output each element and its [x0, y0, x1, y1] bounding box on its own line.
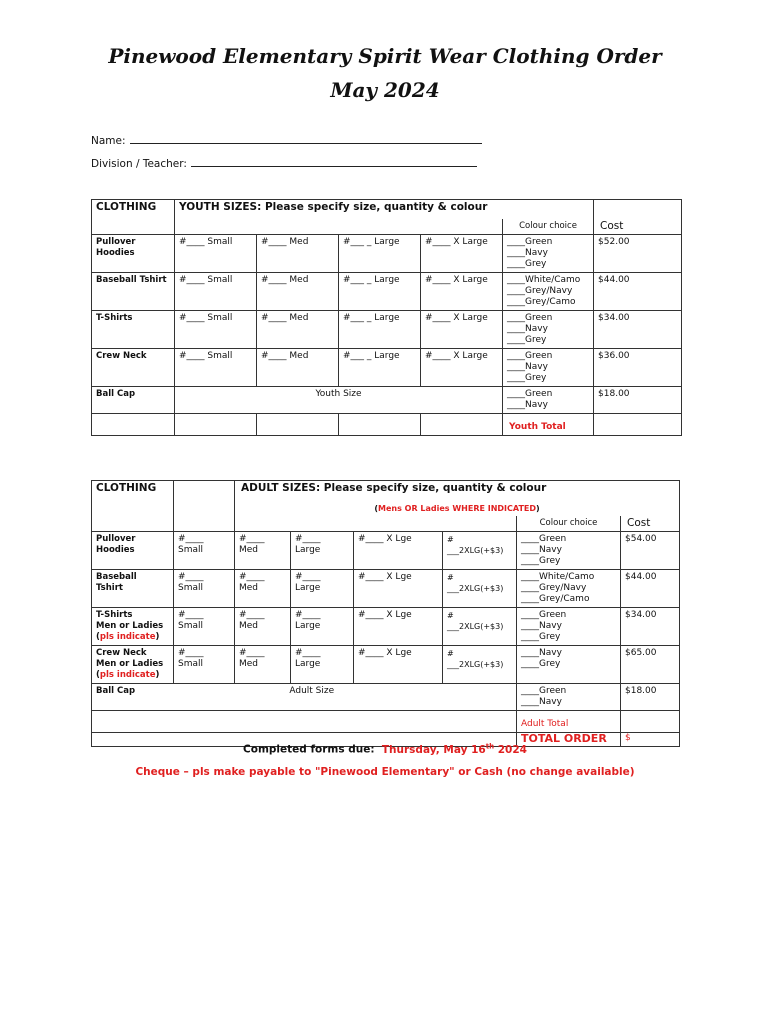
qty-blank: #____ [239, 647, 265, 658]
blank-cell [339, 413, 421, 435]
youth-price: $36.00 [594, 348, 682, 386]
adult-row-baseball [92, 569, 680, 607]
adult-qty-2xl[interactable] [443, 569, 517, 607]
adult-colour-options[interactable] [517, 607, 621, 645]
qty-blank: # [447, 648, 454, 658]
blank-cell [175, 413, 257, 435]
youth-qty-xlarge[interactable]: #____ X Large [421, 348, 503, 386]
youth-clothing-header: CLOTHING [92, 200, 175, 219]
item-line: Men or Ladies [96, 658, 164, 669]
blank-cell [92, 710, 517, 732]
adult-price: $54.00 [621, 531, 680, 569]
size-label: Med [239, 544, 259, 555]
item-line: Men or Ladies [96, 620, 164, 631]
adult-qty-2xl[interactable] [443, 607, 517, 645]
youth-qty-xlarge[interactable]: #____ X Large [421, 234, 503, 272]
youth-item-label: Pullover Hoodies [92, 234, 175, 272]
adult-item-label [92, 569, 174, 607]
youth-item-label: Baseball Tshirt [92, 272, 175, 310]
adult-qty-xlarge[interactable]: #____ X Lge [354, 645, 443, 683]
adult-qty-med[interactable] [235, 531, 291, 569]
size-label: Large [295, 582, 321, 593]
youth-order-table [91, 199, 682, 436]
due-date-line [0, 742, 770, 756]
youth-qty-med[interactable]: #____ Med [257, 272, 339, 310]
colour-option[interactable]: ____Green [521, 685, 567, 696]
blank-cell [257, 413, 339, 435]
colour-option[interactable]: ____Grey [521, 658, 561, 669]
adult-qty-small[interactable] [174, 607, 235, 645]
adult-price: $65.00 [621, 645, 680, 683]
size-label: Large [295, 658, 321, 669]
adult-qty-med[interactable] [235, 645, 291, 683]
youth-colour-choice-header: Colour choice [503, 219, 594, 235]
youth-sizes-heading [175, 200, 503, 219]
qty-blank: # [447, 534, 454, 544]
blank-cell [174, 501, 235, 516]
item-line: Baseball [96, 571, 137, 582]
colour-option[interactable]: ____Grey [507, 258, 547, 269]
item-line: Hoodies [96, 544, 135, 555]
colour-option[interactable]: ____Navy [521, 647, 562, 658]
colour-option[interactable]: ____Navy [507, 247, 548, 258]
qty-blank: #____ [178, 647, 204, 658]
adult-qty-xlarge[interactable]: #____ X Lge [354, 569, 443, 607]
size-label: ___2XLG(+$3) [447, 621, 504, 631]
colour-option[interactable]: ____Green [507, 350, 553, 361]
name-field[interactable] [91, 133, 482, 147]
adult-item-label: Ball Cap [92, 683, 174, 710]
item-line: Tshirt [96, 582, 123, 593]
youth-colour-options[interactable] [503, 234, 594, 272]
youth-qty-med[interactable]: #____ Med [257, 310, 339, 348]
item-line: Pullover [96, 533, 136, 544]
youth-price: $18.00 [594, 386, 682, 413]
adult-price: $44.00 [621, 569, 680, 607]
adult-qty-small[interactable] [174, 569, 235, 607]
note-paren: ( [374, 503, 379, 513]
size-label: Small [178, 620, 203, 631]
adult-row-hoodies [92, 531, 680, 569]
qty-blank: #____ [295, 609, 321, 620]
youth-qty-small[interactable]: #____ Small [175, 310, 257, 348]
indicate-note: (pls indicate) [96, 631, 160, 642]
adult-clothing-header: CLOTHING [92, 481, 174, 501]
size-label: Med [239, 582, 259, 593]
youth-clothing-sub [92, 219, 175, 235]
blank-cell [92, 501, 174, 516]
colour-option[interactable]: ____Navy [521, 696, 562, 707]
youth-total-label: Youth Total [503, 413, 594, 435]
note-paren: ) [536, 503, 540, 513]
due-date-suffix: th [485, 742, 495, 750]
size-label: Small [178, 658, 203, 669]
name-line[interactable] [130, 133, 482, 144]
colour-option[interactable]: ____Green [521, 533, 567, 544]
adult-item-label [92, 607, 174, 645]
youth-qty-med[interactable]: #____ Med [257, 234, 339, 272]
size-label: ___2XLG(+$3) [447, 659, 504, 669]
size-label: ___2XLG(+$3) [447, 545, 504, 555]
youth-qty-large[interactable]: #___ _ Large [339, 310, 421, 348]
due-year: 2024 [494, 743, 527, 756]
colour-option[interactable]: ____Grey [521, 631, 561, 642]
adult-note-text: Mens OR Ladies WHERE INDICATED [378, 503, 537, 513]
colour-option[interactable]: ____Grey/Camo [507, 296, 576, 307]
youth-item-label: Ball Cap [92, 386, 175, 413]
adult-cost-header: Cost [621, 516, 680, 532]
youth-qty-small[interactable]: #____ Small [175, 272, 257, 310]
due-date [382, 744, 527, 756]
adult-qty-small[interactable] [174, 531, 235, 569]
colour-option[interactable]: ____Green [507, 388, 553, 399]
qty-blank: #____ [295, 571, 321, 582]
adult-qty-large[interactable] [291, 607, 354, 645]
adult-qty-med[interactable] [235, 569, 291, 607]
adult-colour-choice-header: Colour choice [517, 516, 621, 532]
qty-blank: #____ [295, 533, 321, 544]
adult-qty-small[interactable] [174, 645, 235, 683]
blank-cell [92, 413, 175, 435]
youth-qty-small[interactable]: #____ Small [175, 234, 257, 272]
qty-blank: #____ [178, 571, 204, 582]
indicate-note: (pls indicate) [96, 669, 160, 680]
colour-option[interactable]: ____Grey [507, 372, 547, 383]
youth-colour-options[interactable] [503, 310, 594, 348]
youth-price: $52.00 [594, 234, 682, 272]
colour-option[interactable]: ____Grey/Camo [521, 593, 590, 604]
youth-qty-small[interactable]: #____ Small [175, 348, 257, 386]
item-line: T-Shirts [96, 609, 133, 620]
adult-total-row [92, 710, 680, 732]
youth-row-hoodies [92, 234, 682, 272]
youth-price: $34.00 [594, 310, 682, 348]
size-label: Small [178, 582, 203, 593]
form-title: Pinewood Elementary Spirit Wear Clothing Order [108, 44, 662, 68]
adult-qty-2xl[interactable] [443, 531, 517, 569]
adult-sizes-heading: ADULT SIZES: Please specify size, quantity & colour [235, 481, 680, 501]
youth-sub-blank [175, 219, 503, 235]
qty-blank: #____ [178, 609, 204, 620]
colour-option[interactable]: ____Navy [507, 323, 548, 334]
youth-row-baseball [92, 272, 682, 310]
qty-blank: # [447, 572, 454, 582]
colour-option[interactable]: ____Navy [521, 620, 562, 631]
due-label: Completed forms due: [243, 743, 375, 756]
qty-blank: #____ [239, 571, 265, 582]
teacher-label: Division / Teacher: [91, 158, 187, 170]
qty-blank: #____ [295, 647, 321, 658]
youth-item-label: T-Shirts [92, 310, 175, 348]
adult-qty-xlarge[interactable]: #____ X Lge [354, 607, 443, 645]
adult-qty-xlarge[interactable]: #____ X Lge [354, 531, 443, 569]
adult-qty-2xl[interactable] [443, 645, 517, 683]
colour-option[interactable]: ____Navy [521, 544, 562, 555]
youth-row-crewneck [92, 348, 682, 386]
youth-item-label: Crew Neck [92, 348, 175, 386]
youth-qty-xlarge[interactable]: #____ X Large [421, 272, 503, 310]
blank-cell [174, 481, 235, 501]
adult-row-cap [92, 683, 680, 710]
adult-qty-large[interactable] [291, 645, 354, 683]
adult-row-tshirts [92, 607, 680, 645]
colour-option[interactable]: ____Green [507, 312, 553, 323]
adult-total-value[interactable] [621, 710, 680, 732]
adult-row-crewneck [92, 645, 680, 683]
qty-blank: # [447, 610, 454, 620]
adult-qty-med[interactable] [235, 607, 291, 645]
teacher-field[interactable] [91, 156, 477, 170]
blank-cell [174, 516, 235, 532]
adult-price: $18.00 [621, 683, 680, 710]
adult-colour-options[interactable] [517, 645, 621, 683]
blank-cell [92, 516, 174, 532]
name-label: Name: [91, 135, 126, 147]
size-label: Med [239, 658, 259, 669]
size-label: Med [239, 620, 259, 631]
payment-note: Cheque – pls make payable to "Pinewood Elementary" or Cash (no change available) [135, 766, 635, 778]
qty-blank: #____ [178, 533, 204, 544]
youth-qty-large[interactable]: #___ _ Large [339, 272, 421, 310]
colour-option[interactable]: ____Navy [507, 361, 548, 372]
colour-option[interactable]: ____White/Camo [507, 274, 581, 285]
indicate-note-text: pls indicate [99, 669, 156, 680]
adult-cap-size[interactable]: Adult Size [174, 683, 517, 710]
item-line: Crew Neck [96, 647, 147, 658]
adult-total-label: Adult Total [517, 710, 621, 732]
blank-cell [421, 413, 503, 435]
youth-total-value[interactable] [594, 413, 682, 435]
youth-qty-large[interactable]: #___ _ Large [339, 234, 421, 272]
youth-qty-xlarge[interactable]: #____ X Large [421, 310, 503, 348]
youth-colour-options[interactable] [503, 272, 594, 310]
size-label: Large [295, 544, 321, 555]
adult-colour-options[interactable] [517, 569, 621, 607]
form-date: May 2024 [330, 78, 440, 102]
adult-item-label [92, 531, 174, 569]
youth-cap-size[interactable]: Youth Size [175, 386, 503, 413]
qty-blank: #____ [239, 533, 265, 544]
size-label: ___2XLG(+$3) [447, 583, 504, 593]
youth-cost-header: Cost [594, 219, 682, 235]
adult-colour-options[interactable] [517, 683, 621, 710]
colour-option[interactable]: ____Grey [507, 334, 547, 345]
youth-qty-med[interactable]: #____ Med [257, 348, 339, 386]
grand-total-label: TOTAL ORDER [517, 732, 621, 746]
colour-option[interactable]: ____Grey [521, 555, 561, 566]
adult-qty-large[interactable] [291, 569, 354, 607]
adult-order-table [91, 480, 680, 747]
colour-option[interactable]: ____Green [521, 609, 567, 620]
qty-blank: #____ [239, 609, 265, 620]
due-date-text: Thursday, May 16 [381, 743, 486, 756]
adult-qty-large[interactable] [291, 531, 354, 569]
adult-price: $34.00 [621, 607, 680, 645]
colour-option[interactable]: ____Grey/Navy [521, 582, 587, 593]
size-label: Large [295, 620, 321, 631]
adult-item-label [92, 645, 174, 683]
youth-row-tshirts [92, 310, 682, 348]
adult-colour-options[interactable] [517, 531, 621, 569]
indicate-note-text: pls indicate [99, 631, 156, 642]
blank-cell [235, 516, 517, 532]
youth-heading-fill [503, 200, 594, 219]
colour-option[interactable]: ____Navy [507, 399, 548, 410]
youth-price: $44.00 [594, 272, 682, 310]
grand-total-value[interactable]: $ [621, 732, 680, 746]
youth-qty-large[interactable]: #___ _ Large [339, 348, 421, 386]
adult-note [235, 501, 680, 516]
size-label: Small [178, 544, 203, 555]
youth-total-row [92, 413, 682, 435]
colour-option[interactable]: ____Grey/Navy [507, 285, 573, 296]
teacher-line[interactable] [191, 156, 477, 167]
youth-heading-fill2 [594, 200, 682, 219]
youth-colour-options[interactable] [503, 386, 594, 413]
colour-option[interactable]: ____White/Camo [521, 571, 595, 582]
colour-option[interactable]: ____Green [507, 236, 553, 247]
youth-colour-options[interactable] [503, 348, 594, 386]
youth-heading-text: YOUTH SIZES: Please specify size, quantity & colour [179, 201, 488, 213]
youth-row-cap [92, 386, 682, 413]
